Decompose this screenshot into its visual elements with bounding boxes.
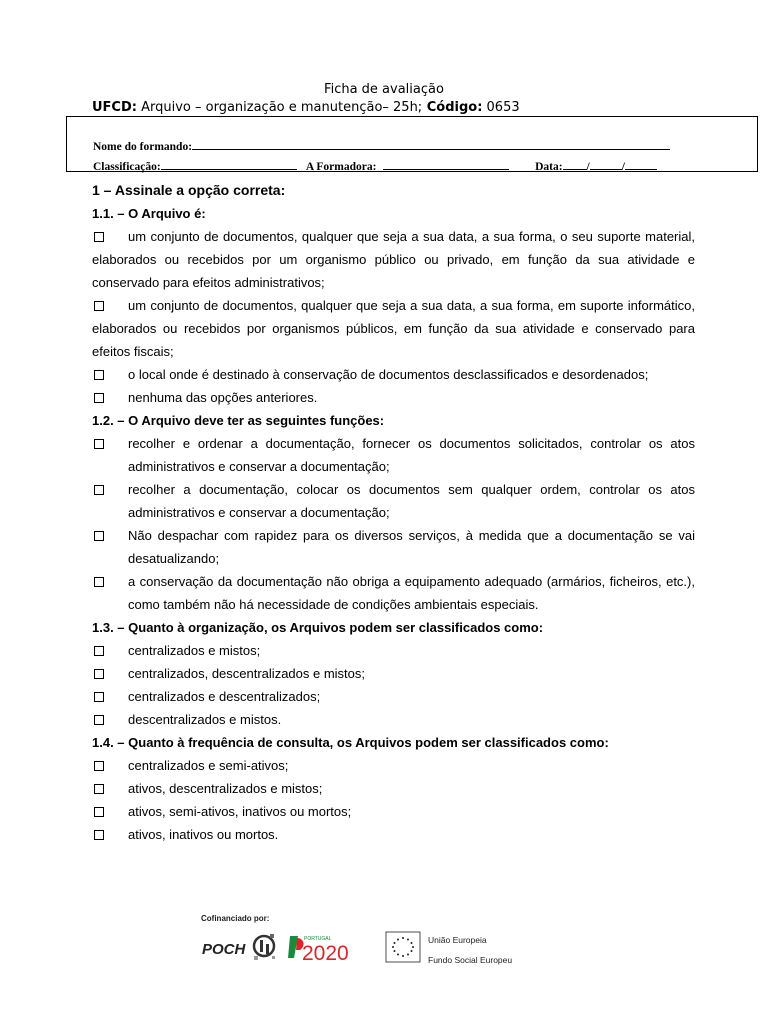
date-label: Data: bbox=[535, 161, 563, 173]
checkbox-icon[interactable] bbox=[94, 692, 104, 702]
option-text: um conjunto de documentos, qualquer que seja a sua data, a sua forma, o seu suporte material, elaborados ou recebidos por um organismo público ou privado, em função da sua atividade e conservado para efeitos administrativos; bbox=[92, 229, 695, 290]
eu-line2: Fundo Social Europeu bbox=[428, 955, 513, 965]
question-number: 1.4 bbox=[92, 735, 111, 750]
grade-line bbox=[93, 159, 657, 173]
option-text: centralizados, descentralizados e mistos; bbox=[128, 666, 366, 681]
section-title: 1 – Assinale a opção correta: bbox=[92, 182, 286, 198]
checkbox-icon[interactable] bbox=[94, 577, 104, 587]
option-item[interactable] bbox=[92, 708, 695, 731]
portugal-2020-logo bbox=[288, 936, 349, 965]
option-item[interactable] bbox=[92, 432, 695, 478]
checkbox-icon[interactable] bbox=[94, 646, 104, 656]
option-item[interactable] bbox=[92, 294, 695, 363]
option-text: o local onde é destinado à conservação de documentos desclassificados e desordenados; bbox=[128, 367, 649, 382]
student-info-box bbox=[66, 116, 758, 172]
question-heading bbox=[92, 731, 695, 754]
option-item[interactable] bbox=[92, 570, 695, 616]
checkbox-icon[interactable] bbox=[94, 807, 104, 817]
option-item[interactable] bbox=[92, 478, 695, 524]
date-separator: / bbox=[586, 161, 590, 173]
grade-label: Classificação: bbox=[93, 161, 161, 173]
year-label: 2020 bbox=[302, 942, 349, 965]
question-heading bbox=[92, 202, 695, 225]
date-year-field[interactable] bbox=[625, 159, 657, 170]
checkbox-icon[interactable] bbox=[94, 393, 104, 403]
option-item[interactable] bbox=[92, 777, 695, 800]
question-text: . – Quanto à organização, os Arquivos podem ser classificados como: bbox=[110, 620, 544, 635]
option-text: ativos, inativos ou mortos. bbox=[128, 827, 279, 842]
date-month-field[interactable] bbox=[590, 159, 622, 170]
grade-field[interactable] bbox=[161, 159, 297, 170]
name-line bbox=[93, 139, 670, 153]
checkbox-icon[interactable] bbox=[94, 830, 104, 840]
option-text: a conservação da documentação não obriga a equipamento adequado (armários, ficheiros, etc.), como também não há necessidade de condições ambientais especiais. bbox=[128, 574, 695, 612]
ufcd-value: Arquivo – organização e manutenção– 25h; bbox=[136, 100, 423, 115]
checkbox-icon[interactable] bbox=[94, 669, 104, 679]
poch-logo-text: POCH bbox=[202, 941, 246, 958]
option-item[interactable] bbox=[92, 225, 695, 294]
option-item[interactable] bbox=[92, 386, 695, 409]
checkbox-icon[interactable] bbox=[94, 370, 104, 380]
checkbox-icon[interactable] bbox=[94, 531, 104, 541]
question-number: 1.1 bbox=[92, 206, 111, 221]
option-item[interactable] bbox=[92, 685, 695, 708]
checkbox-icon[interactable] bbox=[94, 784, 104, 794]
ufcd-line bbox=[92, 100, 520, 115]
checkbox-icon[interactable] bbox=[94, 761, 104, 771]
checkbox-icon[interactable] bbox=[94, 232, 104, 242]
trainer-field[interactable] bbox=[383, 159, 509, 170]
codigo-label: Código: bbox=[422, 100, 483, 115]
question-text: . – O Arquivo deve ter as seguintes funções: bbox=[110, 413, 385, 428]
form-title: Ficha de avaliação bbox=[324, 82, 444, 97]
option-item[interactable] bbox=[92, 800, 695, 823]
option-text: recolher a documentação, colocar os documentos sem qualquer ordem, controlar os atos administrativos e conservar a documentação; bbox=[128, 482, 695, 520]
eu-line1: União Europeia bbox=[428, 935, 487, 945]
question-number: 1.3 bbox=[92, 620, 111, 635]
option-text: Não despachar com rapidez para os diversos serviços, à medida que a documentação se vai desatualizando; bbox=[128, 528, 695, 566]
checkbox-icon[interactable] bbox=[94, 485, 104, 495]
question-number: 1.2 bbox=[92, 413, 111, 428]
cofinanced-label: Cofinanciado por: bbox=[201, 914, 270, 923]
codigo-value: 0653 bbox=[482, 100, 520, 115]
ufcd-label: UFCD: bbox=[92, 100, 137, 115]
name-label: Nome do formando: bbox=[93, 141, 193, 153]
option-item[interactable] bbox=[92, 639, 695, 662]
checkbox-icon[interactable] bbox=[94, 715, 104, 725]
option-text: ativos, descentralizados e mistos; bbox=[128, 781, 323, 796]
option-text: descentralizados e mistos. bbox=[128, 712, 282, 727]
checkbox-icon[interactable] bbox=[94, 301, 104, 311]
option-item[interactable] bbox=[92, 662, 695, 685]
question-text: . – O Arquivo é: bbox=[110, 206, 206, 221]
option-item[interactable] bbox=[92, 524, 695, 570]
option-text: centralizados e mistos; bbox=[128, 643, 261, 658]
option-text: recolher e ordenar a documentação, fornecer os documentos solicitados, controlar os atos administrativos e conservar a documentação; bbox=[128, 436, 695, 474]
option-item[interactable] bbox=[92, 823, 695, 846]
portugal-label: PORTUGAL bbox=[304, 936, 332, 942]
question-heading bbox=[92, 616, 695, 639]
questions-body bbox=[92, 178, 695, 846]
question-text: . – Quanto à frequência de consulta, os Arquivos podem ser classificados como: bbox=[110, 735, 609, 750]
option-text: ativos, semi-ativos, inativos ou mortos; bbox=[128, 804, 352, 819]
option-item[interactable] bbox=[92, 363, 695, 386]
option-item[interactable] bbox=[92, 754, 695, 777]
option-text: nenhuma das opções anteriores. bbox=[128, 390, 318, 405]
date-separator: / bbox=[621, 161, 625, 173]
checkbox-icon[interactable] bbox=[94, 439, 104, 449]
date-day-field[interactable] bbox=[563, 159, 587, 170]
poch-logo bbox=[202, 934, 275, 960]
option-text: um conjunto de documentos, qualquer que seja a sua data, a sua forma, em suporte informático, elaborados ou recebidos por organismos públicos, em função da sua atividade e conservado para efeitos fiscais; bbox=[92, 298, 695, 359]
question-heading bbox=[92, 409, 695, 432]
eu-flag-icon bbox=[386, 932, 420, 962]
name-field[interactable] bbox=[192, 139, 670, 150]
option-text: centralizados e semi-ativos; bbox=[128, 758, 289, 773]
option-text: centralizados e descentralizados; bbox=[128, 689, 321, 704]
trainer-label: A Formadora: bbox=[305, 161, 377, 173]
